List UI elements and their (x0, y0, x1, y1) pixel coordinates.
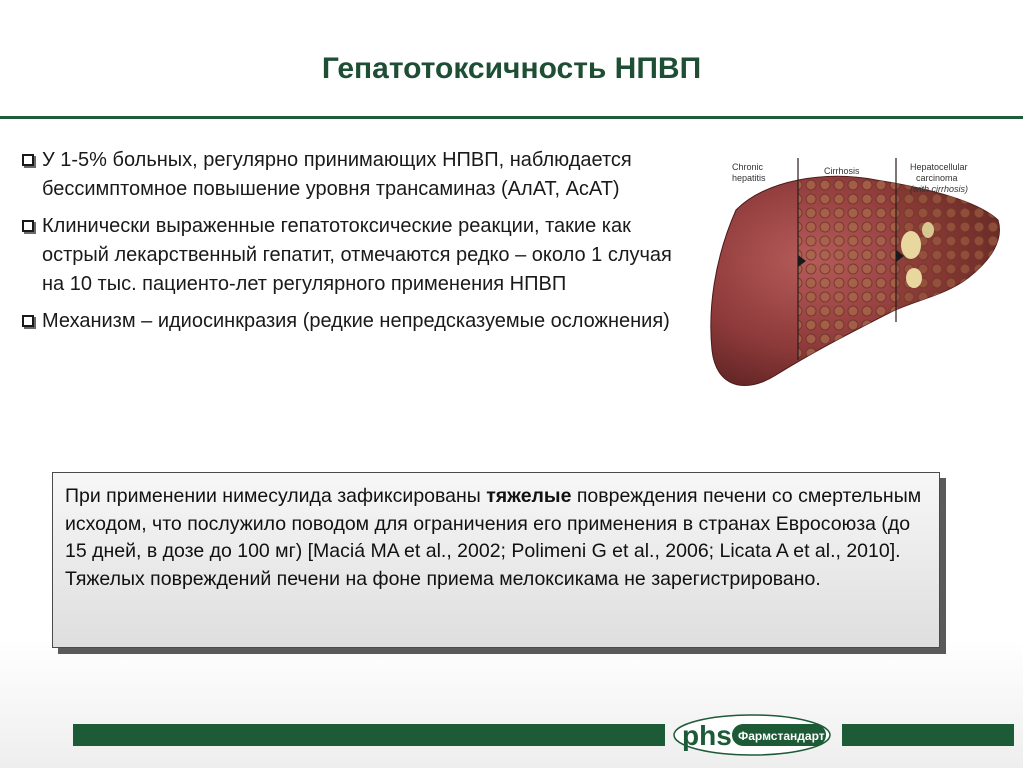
liver-illustration (706, 150, 1006, 396)
bullet-text: Механизм – идиосинкразия (редкие непредсказуемые осложнения) (42, 310, 670, 332)
note-paragraph-2: Тяжелых повреждений печени на фоне приема мелоксикама не зарегистрировано. (65, 567, 821, 590)
logo-mark: phs (682, 720, 732, 751)
logo-text: Фармстандарт (738, 729, 825, 743)
background-gradient (0, 640, 1023, 768)
label-with-cirrhosis: (with cirrhosis) (910, 184, 969, 194)
bullet-item (22, 307, 697, 336)
bullet-item (22, 212, 697, 299)
bullet-text: Клинически выраженные гепатотоксические реакции, такие как острый лекарственный гепатит, отмечаются редко – около 1 случая на 10 тыс. пациенто-лет регулярного применения НПВП (42, 215, 672, 295)
bullet-item (22, 146, 697, 204)
note-paragraph-1 (65, 483, 927, 566)
checkbox-bullet-icon (22, 154, 34, 166)
footer-bar-left (73, 724, 665, 746)
note-text: повреждения печени со смертельным исходом, что послужило поводом для ограничения его применения в странах Евросоюза (до 15 дней, в дозе до 100 мг) [Maciá MA et al., 2002; Polimeni G et al., 2006; Licata A et al., 2010]. (65, 485, 922, 562)
note-text: При применении нимесулида зафиксированы (65, 485, 487, 507)
pharmstandard-logo (672, 712, 832, 758)
checkbox-bullet-icon (22, 220, 34, 232)
note-bold-text: тяжелые (486, 485, 572, 507)
label-hcc: Hepatocellular (910, 162, 968, 172)
bullet-list (22, 146, 697, 344)
label-carcinoma: carcinoma (916, 173, 958, 183)
checkbox-bullet-icon (22, 315, 34, 327)
note-box (52, 472, 940, 648)
label-hepatitis: hepatitis (732, 173, 766, 183)
label-chronic: Chronic (732, 162, 764, 172)
title-divider (0, 116, 1023, 119)
slide-title: Гепатотоксичность НПВП (321, 52, 702, 85)
bullet-text: У 1-5% больных, регулярно принимающих НПВП, наблюдается бессимптомное повышение уровня трансаминаз (АлАТ, АсАТ) (42, 149, 632, 200)
footer-bar-right (842, 724, 1014, 746)
label-cirrhosis: Cirrhosis (824, 166, 860, 176)
